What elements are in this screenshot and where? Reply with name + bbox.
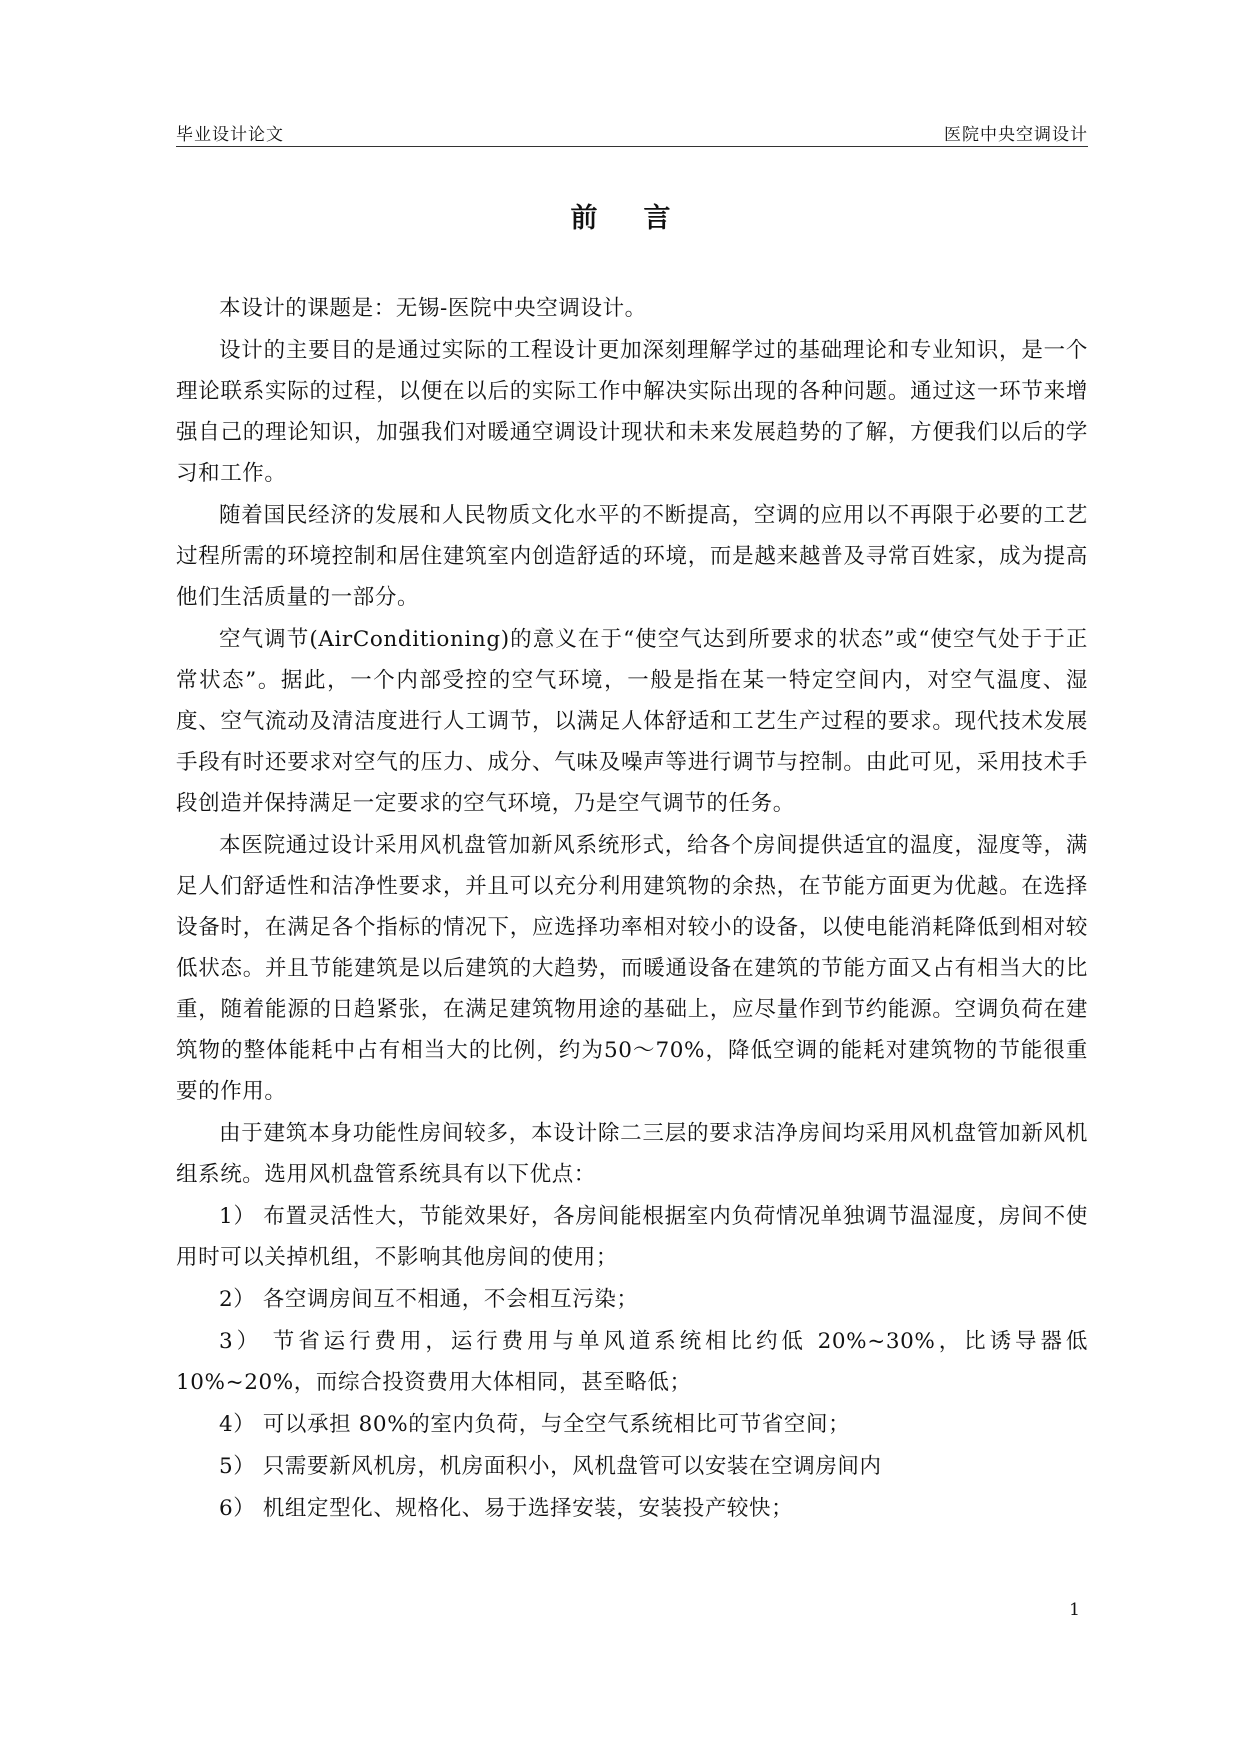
paragraph-system-choice: 本医院通过设计采用风机盘管加新风系统形式，给各个房间提供适宜的温度，湿度等，满足人们舒适性和洁净性要求，并且可以充分利用建筑物的余热，在节能方面更为优越。在选择设备时，在满足各个指标的情况下，应选择功率相对较小的设备，以使电能消耗降低到相对较低状态。并且节能建筑是以后建筑的大趋势，而暖通设备在建筑的节能方面又占有相当大的比重，随着能源的日趋紧张，在满足建筑物用途的基础上，应尽量作到节约能源。空调负荷在建筑物的整体能耗中占有相当大的比例，约为50～70%，降低空调的能耗对建筑物的节能很重要的作用。 xyxy=(176,833,1088,1104)
list-item-advantage-1: 1） 布置灵活性大，节能效果好，各房间能根据室内负荷情况单独调节温湿度，房间不使用时可以关掉机组，不影响其他房间的使用； xyxy=(176,1204,1088,1270)
page-number: 1 xyxy=(1069,1600,1080,1620)
paragraph-fan-coil-intro: 由于建筑本身功能性房间较多，本设计除二三层的要求洁净房间均采用风机盘管加新风机组系统。选用风机盘管系统具有以下优点： xyxy=(176,1121,1088,1187)
page-header xyxy=(176,116,1088,147)
list-item-advantage-5: 5） 只需要新风机房，机房面积小，风机盘管可以安装在空调房间内 xyxy=(219,1454,882,1479)
list-item-advantage-4: 4） 可以承担 80%的室内负荷，与全空气系统相比可节省空间； xyxy=(219,1412,851,1437)
list-item-advantage-3: 3） 节省运行费用，运行费用与单风道系统相比约低 20%~30%，比诱导器低 10%~20%，而综合投资费用大体相同，甚至略低； xyxy=(176,1329,1088,1395)
header-right-text: 医院中央空调设计 xyxy=(944,125,1088,145)
body-text xyxy=(176,288,1088,1530)
paragraph-topic: 本设计的课题是：无锡-医院中央空调设计。 xyxy=(219,296,647,321)
header-left-text: 毕业设计论文 xyxy=(176,125,284,145)
list-item-advantage-6: 6） 机组定型化、规格化、易于选择安装，安装投产较快； xyxy=(219,1496,794,1521)
title-char-2: 言 xyxy=(643,203,671,234)
list-item-advantage-2: 2） 各空调房间互不相通，不会相互污染； xyxy=(219,1287,639,1312)
title-char-1: 前 xyxy=(570,203,598,234)
paragraph-purpose: 设计的主要目的是通过实际的工程设计更加深刻理解学过的基础理论和专业知识，是一个理论联系实际的过程，以便在以后的实际工作中解决实际出现的各种问题。通过这一环节来增强自己的理论知识，加强我们对暖通空调设计现状和未来发展趋势的了解，方便我们以后的学习和工作。 xyxy=(176,338,1088,486)
paragraph-background: 随着国民经济的发展和人民物质文化水平的不断提高，空调的应用以不再限于必要的工艺过程所需的环境控制和居住建筑室内创造舒适的环境，而是越来越普及寻常百姓家，成为提高他们生活质量的一部分。 xyxy=(176,503,1088,610)
paragraph-air-conditioning-definition: 空气调节(AirConditioning)的意义在于“使空气达到所要求的状态”或“使空气处于于正常状态”。据此，一个内部受控的空气环境，一般是指在某一特定空间内，对空气温度、湿度、空气流动及清洁度进行人工调节，以满足人体舒适和工艺生产过程的要求。现代技术发展手段有时还要求对空气的压力、成分、气味及噪声等进行调节与控制。由此可见，采用技术手段创造并保持满足一定要求的空气环境，乃是空气调节的任务。 xyxy=(176,627,1088,816)
page-title xyxy=(0,196,1241,235)
